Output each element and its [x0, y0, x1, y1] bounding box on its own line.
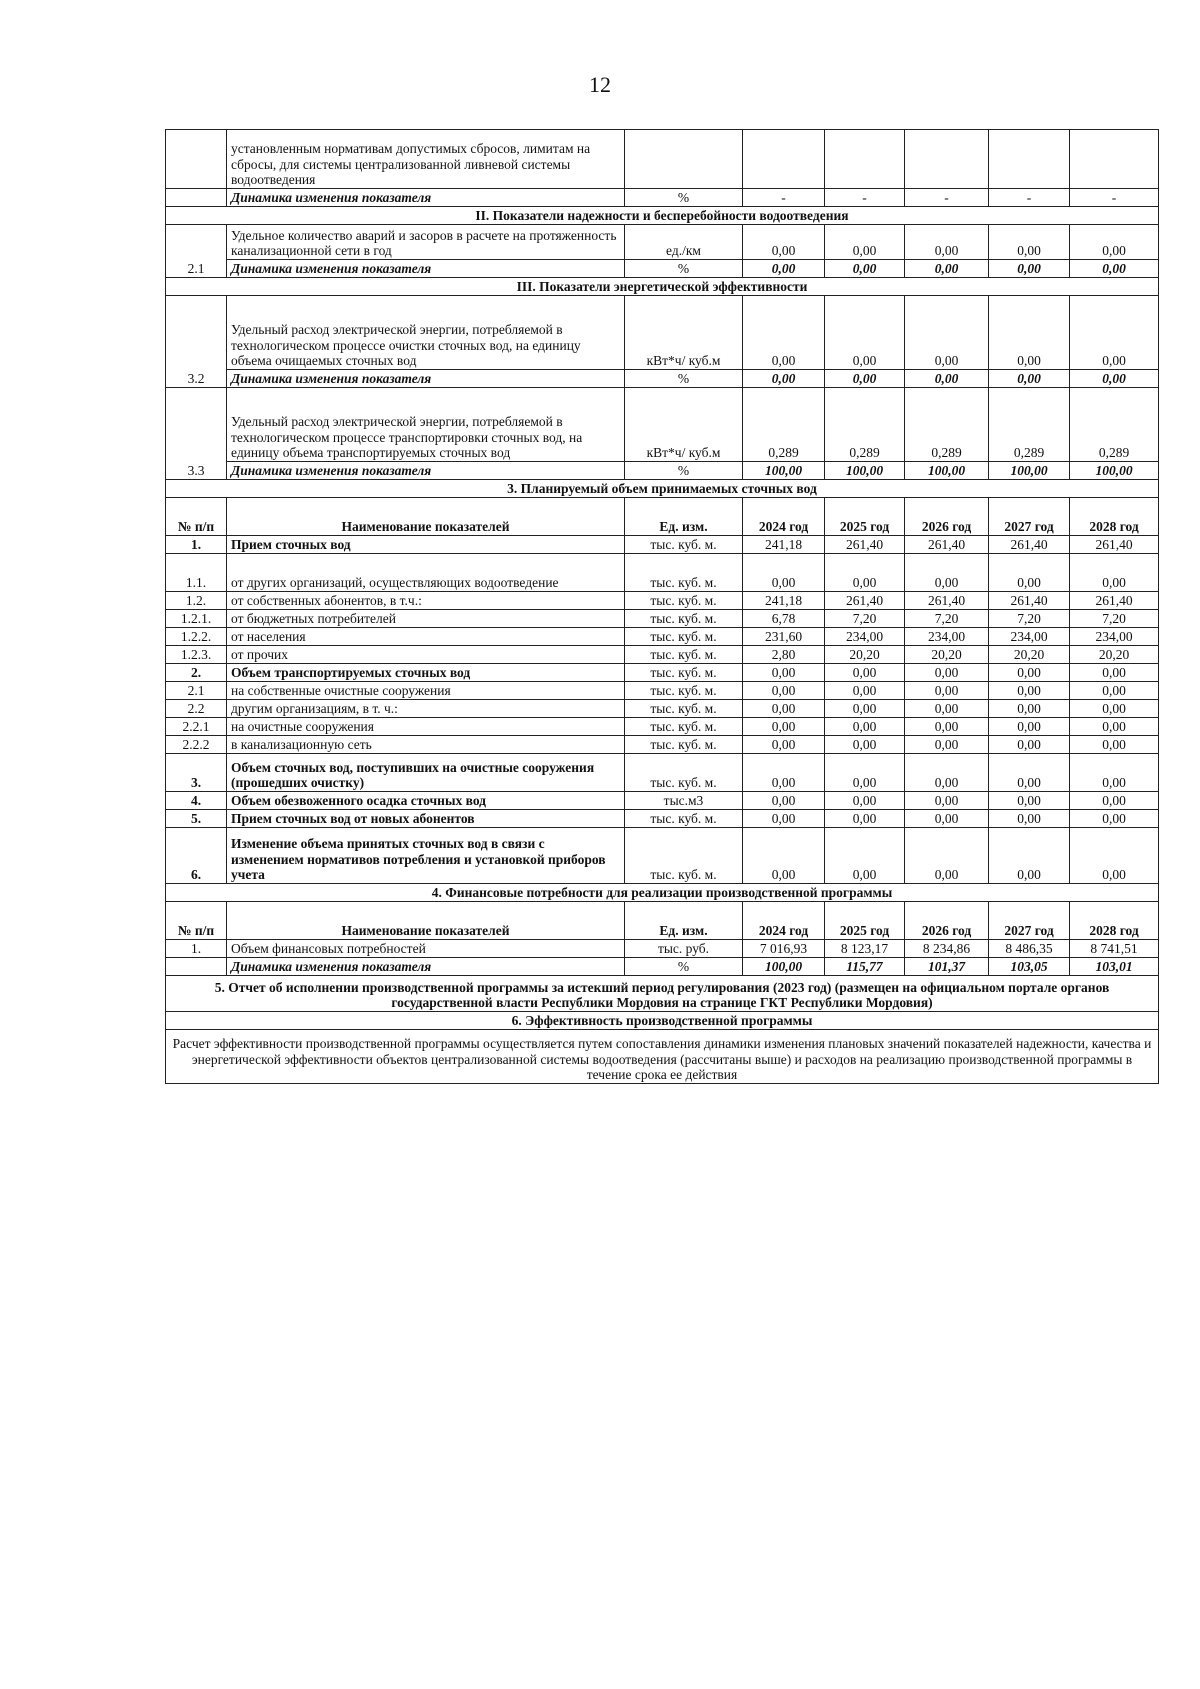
- dynamic-value: 0,00: [825, 370, 905, 388]
- value-cell: 8 123,17: [825, 940, 905, 958]
- header-year: 2028 год: [1070, 902, 1159, 940]
- header-year: 2027 год: [989, 498, 1070, 536]
- dynamic-unit: %: [625, 260, 743, 278]
- value-cell: 0,00: [1070, 810, 1159, 828]
- dynamic-value: 0,00: [743, 260, 825, 278]
- indicator-row: [166, 388, 1159, 462]
- value-cell: 7,20: [905, 610, 989, 628]
- value-cell: 0,00: [743, 828, 825, 884]
- header-unit: Ед. изм.: [625, 498, 743, 536]
- value-cell: 7,20: [1070, 610, 1159, 628]
- value-cell: 0,00: [743, 810, 825, 828]
- value-cell: 0,00: [989, 828, 1070, 884]
- value-cell: 0,00: [989, 810, 1070, 828]
- row-number: 3.2: [166, 296, 227, 388]
- dynamic-value: -: [989, 189, 1070, 207]
- dynamic-value: 100,00: [989, 462, 1070, 480]
- report-row: [166, 976, 1159, 1012]
- indicator-name: от бюджетных потребителей: [227, 610, 625, 628]
- unit-cell: тыс. куб. м.: [625, 610, 743, 628]
- value-cell: 0,00: [825, 664, 905, 682]
- dynamic-value: 0,00: [1070, 260, 1159, 278]
- value-cell: 0,00: [825, 736, 905, 754]
- value-cell: 0,00: [743, 754, 825, 792]
- unit-cell: тыс. куб. м.: [625, 592, 743, 610]
- value-cell: 0,00: [825, 718, 905, 736]
- value-cell: 0,00: [1070, 554, 1159, 592]
- dynamic-value: 0,00: [989, 260, 1070, 278]
- value-cell: 0,00: [989, 792, 1070, 810]
- value-cell: 0,00: [989, 554, 1070, 592]
- dynamic-value: 0,00: [743, 370, 825, 388]
- indicator-name: Объем финансовых потребностей: [227, 940, 625, 958]
- unit-cell: тыс. куб. м.: [625, 828, 743, 884]
- section-title: II. Показатели надежности и бесперебойности водоотведения: [166, 207, 1159, 225]
- indicator-name: на собственные очистные сооружения: [227, 682, 625, 700]
- indicator-name: Объем обезвоженного осадка сточных вод: [227, 792, 625, 810]
- value-cell: 0,00: [1070, 736, 1159, 754]
- page-number: 12: [589, 72, 611, 97]
- unit-cell: тыс. куб. м.: [625, 554, 743, 592]
- value-cell: 6,78: [743, 610, 825, 628]
- table-row: [166, 592, 1159, 610]
- dynamic-label: Динамика изменения показателя: [227, 958, 625, 976]
- header-name: Наименование показателей: [227, 498, 625, 536]
- dynamic-label: Динамика изменения показателя: [227, 260, 625, 278]
- header-year: 2024 год: [743, 902, 825, 940]
- indicator-name: от других организаций, осуществляющих водоотведение: [227, 554, 625, 592]
- row-number: 2.2: [166, 700, 227, 718]
- value-cell: 0,00: [905, 810, 989, 828]
- value-cell: 0,00: [989, 700, 1070, 718]
- dynamic-value: 0,00: [1070, 370, 1159, 388]
- indicator-name: Удельный расход электрической энергии, потребляемой в технологическом процессе транспортировки сточных вод, на единицу объема транспортируемых сточных вод: [227, 388, 625, 462]
- table-row: [166, 828, 1159, 884]
- value-cell: 8 234,86: [905, 940, 989, 958]
- row-number: 2.1: [166, 682, 227, 700]
- row-number: 2.1: [166, 225, 227, 278]
- table-row: [166, 682, 1159, 700]
- unit-cell: тыс. куб. м.: [625, 754, 743, 792]
- dynamic-value: 100,00: [743, 958, 825, 976]
- section-title-row: [166, 207, 1159, 225]
- value-cell: 0,00: [1070, 296, 1159, 370]
- table-header-row: [166, 902, 1159, 940]
- value-cell: 261,40: [905, 536, 989, 554]
- dynamic-unit: %: [625, 462, 743, 480]
- table-row: [166, 536, 1159, 554]
- table-row: [166, 664, 1159, 682]
- section-title-row: [166, 1012, 1159, 1030]
- value-cell: 0,00: [743, 682, 825, 700]
- value-cell: 0,289: [989, 388, 1070, 462]
- row-number: 2.2.2: [166, 736, 227, 754]
- value-cell: 261,40: [825, 592, 905, 610]
- table-row: [166, 610, 1159, 628]
- value-cell: 0,00: [743, 554, 825, 592]
- header-year: 2028 год: [1070, 498, 1159, 536]
- dynamic-row: [166, 260, 1159, 278]
- unit-cell: ед./км: [625, 225, 743, 260]
- top-block-row: [166, 130, 1159, 189]
- value-cell: 234,00: [825, 628, 905, 646]
- value-cell: 0,00: [905, 828, 989, 884]
- dynamic-value: -: [905, 189, 989, 207]
- indicator-name: Прием сточных вод: [227, 536, 625, 554]
- value-cell: 0,00: [989, 225, 1070, 260]
- value-cell: 0,00: [989, 296, 1070, 370]
- indicator-name: от собственных абонентов, в т.ч.:: [227, 592, 625, 610]
- dynamic-value: 0,00: [825, 260, 905, 278]
- value-cell: 0,00: [825, 296, 905, 370]
- value-cell: 0,289: [825, 388, 905, 462]
- value-cell: 234,00: [989, 628, 1070, 646]
- value-cell: 0,00: [1070, 225, 1159, 260]
- value-cell: 0,289: [743, 388, 825, 462]
- table-row: [166, 718, 1159, 736]
- value-cell: 0,00: [825, 554, 905, 592]
- value-cell: 0,00: [905, 700, 989, 718]
- value-cell: 0,00: [989, 754, 1070, 792]
- section-title-row: [166, 480, 1159, 498]
- table-row: [166, 700, 1159, 718]
- indicator-name: Объем сточных вод, поступивших на очистные сооружения (прошедших очистку): [227, 754, 625, 792]
- unit-cell: тыс. руб.: [625, 940, 743, 958]
- indicator-name: другим организациям, в т. ч.:: [227, 700, 625, 718]
- value-cell: 8 486,35: [989, 940, 1070, 958]
- value-cell: 0,00: [743, 225, 825, 260]
- value-cell: 0,00: [825, 754, 905, 792]
- value-cell: 0,289: [1070, 388, 1159, 462]
- value-cell: 0,00: [1070, 754, 1159, 792]
- value-cell: 0,00: [989, 736, 1070, 754]
- dynamic-value: 103,05: [989, 958, 1070, 976]
- unit-cell: тыс. куб. м.: [625, 736, 743, 754]
- value-cell: 0,00: [905, 754, 989, 792]
- value-cell: 241,18: [743, 536, 825, 554]
- value-cell: 0,00: [905, 682, 989, 700]
- row-number: 1.: [166, 536, 227, 554]
- table-row: [166, 628, 1159, 646]
- dynamic-unit: %: [625, 958, 743, 976]
- indicator-name: в канализационную сеть: [227, 736, 625, 754]
- dynamic-value: 100,00: [905, 462, 989, 480]
- value-cell: 261,40: [1070, 536, 1159, 554]
- dynamic-value: 101,37: [905, 958, 989, 976]
- value-cell: 0,00: [743, 792, 825, 810]
- unit-cell: тыс. куб. м.: [625, 536, 743, 554]
- value-cell: 20,20: [905, 646, 989, 664]
- row-number: 1.: [166, 940, 227, 958]
- value-cell: 0,00: [905, 225, 989, 260]
- value-cell: 0,00: [743, 664, 825, 682]
- dynamic-label: Динамика изменения показателя: [227, 462, 625, 480]
- value-cell: 0,00: [905, 554, 989, 592]
- header-year: 2025 год: [825, 498, 905, 536]
- indicator-name: Удельный расход электрической энергии, потребляемой в технологическом процессе очистки сточных вод, на единицу объема очищаемых сточных вод: [227, 296, 625, 370]
- header-num: № п/п: [166, 498, 227, 536]
- row-number: 2.: [166, 664, 227, 682]
- unit-cell: тыс. куб. м.: [625, 810, 743, 828]
- value-cell: 0,00: [825, 225, 905, 260]
- value-cell: 0,00: [989, 664, 1070, 682]
- row-number: 1.2.1.: [166, 610, 227, 628]
- value-cell: 20,20: [825, 646, 905, 664]
- table-row: [166, 792, 1159, 810]
- dynamic-value: 115,77: [825, 958, 905, 976]
- value-cell: 0,00: [905, 792, 989, 810]
- dynamic-value: 100,00: [1070, 462, 1159, 480]
- value-cell: 0,00: [1070, 664, 1159, 682]
- volume-rows: [166, 536, 1159, 884]
- unit-cell: кВт*ч/ куб.м: [625, 296, 743, 370]
- dynamic-label: Динамика изменения показателя: [227, 370, 625, 388]
- header-year: 2025 год: [825, 902, 905, 940]
- row-number: 1.2.3.: [166, 646, 227, 664]
- dynamic-row: [166, 370, 1159, 388]
- report-title: 5. Отчет об исполнении производственной программы за истекший период регулирования (2023 год) (размещен на официальном портале органов государственной власти Республики Мордовия на странице ГКТ Республики Мордовия): [166, 976, 1159, 1012]
- section-title: 3. Планируемый объем принимаемых сточных вод: [166, 480, 1159, 498]
- value-cell: 0,00: [825, 700, 905, 718]
- dynamic-unit: %: [625, 189, 743, 207]
- value-cell: 261,40: [989, 536, 1070, 554]
- section-title: 4. Финансовые потребности для реализации производственной программы: [166, 884, 1159, 902]
- row-number: 3.: [166, 754, 227, 792]
- value-cell: 7,20: [825, 610, 905, 628]
- dynamic-value: 100,00: [825, 462, 905, 480]
- value-cell: 0,00: [905, 296, 989, 370]
- row-number: 1.2.: [166, 592, 227, 610]
- table-row: [166, 940, 1159, 958]
- value-cell: 0,00: [905, 736, 989, 754]
- indicator-name: от населения: [227, 628, 625, 646]
- indicator-name: Изменение объема принятых сточных вод в связи с изменением нормативов потребления и установкой приборов учета: [227, 828, 625, 884]
- row-number: 5.: [166, 810, 227, 828]
- value-cell: 20,20: [989, 646, 1070, 664]
- dynamic-row: [166, 958, 1159, 976]
- value-cell: 231,60: [743, 628, 825, 646]
- indicator-name: Объем транспортируемых сточных вод: [227, 664, 625, 682]
- header-year: 2027 год: [989, 902, 1070, 940]
- header-name: Наименование показателей: [227, 902, 625, 940]
- value-cell: 261,40: [825, 536, 905, 554]
- dynamic-unit: %: [625, 370, 743, 388]
- program-table: [165, 129, 1159, 1084]
- dynamic-row: [166, 189, 1159, 207]
- value-cell: 261,40: [989, 592, 1070, 610]
- dynamic-value: 100,00: [743, 462, 825, 480]
- unit-cell: тыс. куб. м.: [625, 700, 743, 718]
- table-header-row: [166, 498, 1159, 536]
- value-cell: 0,00: [1070, 718, 1159, 736]
- value-cell: 2,80: [743, 646, 825, 664]
- table-row: [166, 554, 1159, 592]
- section-title-row: [166, 884, 1159, 902]
- header-year: 2024 год: [743, 498, 825, 536]
- value-cell: 20,20: [1070, 646, 1159, 664]
- indicator-row: [166, 296, 1159, 370]
- header-year: 2026 год: [905, 902, 989, 940]
- value-cell: 0,00: [743, 736, 825, 754]
- value-cell: 0,00: [743, 700, 825, 718]
- section-title: III. Показатели энергетической эффективности: [166, 278, 1159, 296]
- header-unit: Ед. изм.: [625, 902, 743, 940]
- row-number: 6.: [166, 828, 227, 884]
- value-cell: 7,20: [989, 610, 1070, 628]
- value-cell: 0,00: [825, 828, 905, 884]
- value-cell: 234,00: [1070, 628, 1159, 646]
- value-cell: 0,00: [905, 664, 989, 682]
- dynamic-value: 0,00: [905, 370, 989, 388]
- dynamic-value: 103,01: [1070, 958, 1159, 976]
- table-row: [166, 646, 1159, 664]
- row-number: 2.2.1: [166, 718, 227, 736]
- table-row: [166, 810, 1159, 828]
- header-year: 2026 год: [905, 498, 989, 536]
- value-cell: 0,00: [905, 718, 989, 736]
- unit-cell: тыс. куб. м.: [625, 718, 743, 736]
- row-number: 3.3: [166, 388, 227, 480]
- unit-cell: кВт*ч/ куб.м: [625, 388, 743, 462]
- dynamic-value: -: [825, 189, 905, 207]
- top-block-text: установленным нормативам допустимых сбросов, лимитам на сбросы, для системы централизованной ливневой системы водоотведения: [227, 130, 625, 189]
- efficiency-text: Расчет эффективности производственной программы осуществляется путем сопоставления динамики изменения плановых значений показателей надежности, качества и энергетической эффективности объектов централизованной системы водоотведения (рассчитаны выше) и расходов на реализацию производственной программы в течение срока ее действия: [166, 1030, 1159, 1084]
- value-cell: 0,00: [825, 810, 905, 828]
- dynamic-value: 0,00: [905, 260, 989, 278]
- unit-cell: тыс. куб. м.: [625, 628, 743, 646]
- row-number: 1.2.2.: [166, 628, 227, 646]
- indicator-row: [166, 225, 1159, 260]
- value-cell: 0,00: [989, 682, 1070, 700]
- value-cell: 0,289: [905, 388, 989, 462]
- unit-cell: тыс. куб. м.: [625, 682, 743, 700]
- indicator-name: от прочих: [227, 646, 625, 664]
- dynamic-label: Динамика изменения показателя: [227, 189, 625, 207]
- indicator-name: Прием сточных вод от новых абонентов: [227, 810, 625, 828]
- row-number: 1.1.: [166, 554, 227, 592]
- dynamic-row: [166, 462, 1159, 480]
- section-title-row: [166, 278, 1159, 296]
- value-cell: 0,00: [1070, 828, 1159, 884]
- dynamic-value: 0,00: [989, 370, 1070, 388]
- value-cell: 0,00: [743, 296, 825, 370]
- dynamic-value: -: [1070, 189, 1159, 207]
- section-title: 6. Эффективность производственной программы: [166, 1012, 1159, 1030]
- header-num: № п/п: [166, 902, 227, 940]
- unit-cell: тыс. куб. м.: [625, 664, 743, 682]
- value-cell: 241,18: [743, 592, 825, 610]
- value-cell: 8 741,51: [1070, 940, 1159, 958]
- value-cell: 0,00: [1070, 792, 1159, 810]
- dynamic-value: -: [743, 189, 825, 207]
- value-cell: 234,00: [905, 628, 989, 646]
- value-cell: 0,00: [743, 718, 825, 736]
- row-number: 4.: [166, 792, 227, 810]
- indicator-name: на очистные сооружения: [227, 718, 625, 736]
- value-cell: 0,00: [825, 682, 905, 700]
- efficiency-text-row: [166, 1030, 1159, 1084]
- value-cell: 0,00: [989, 718, 1070, 736]
- value-cell: 0,00: [1070, 700, 1159, 718]
- value-cell: 7 016,93: [743, 940, 825, 958]
- table-row: [166, 736, 1159, 754]
- value-cell: 261,40: [905, 592, 989, 610]
- unit-cell: тыс.м3: [625, 792, 743, 810]
- value-cell: 0,00: [825, 792, 905, 810]
- table-row: [166, 754, 1159, 792]
- value-cell: 261,40: [1070, 592, 1159, 610]
- unit-cell: тыс. куб. м.: [625, 646, 743, 664]
- indicator-name: Удельное количество аварий и засоров в расчете на протяженность канализационной сети в год: [227, 225, 625, 260]
- value-cell: 0,00: [1070, 682, 1159, 700]
